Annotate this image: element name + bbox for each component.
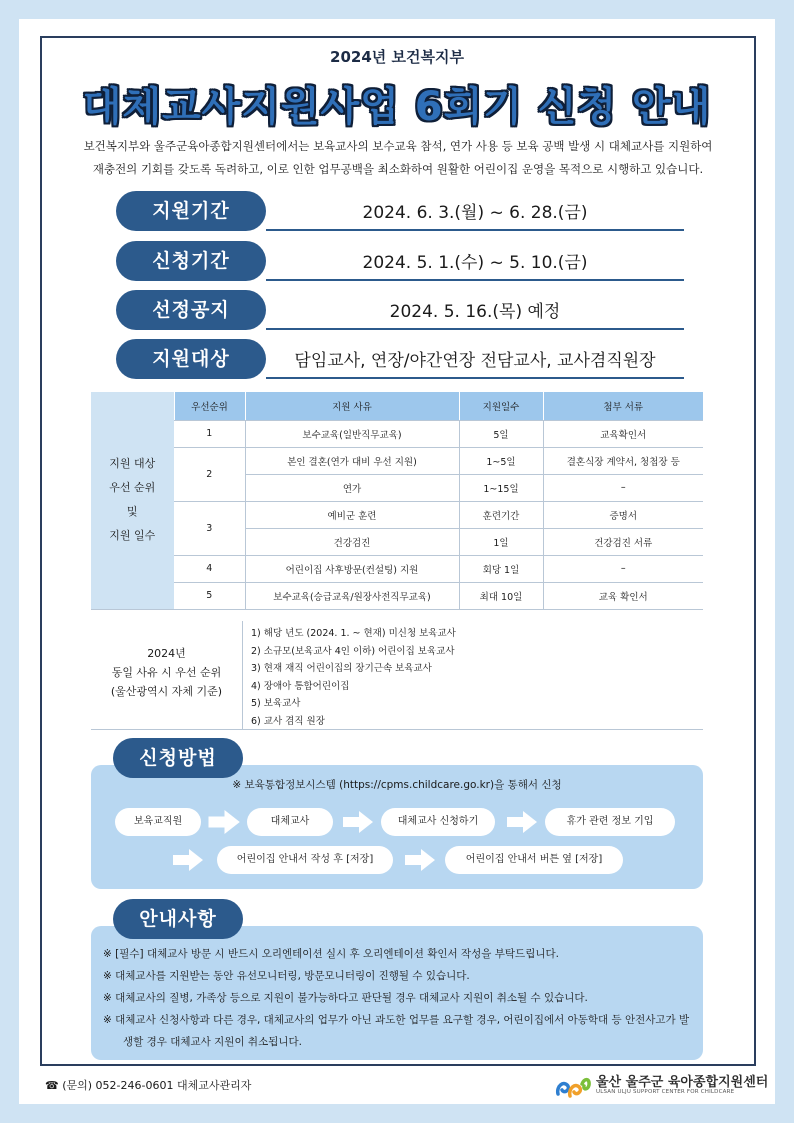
cell-rank: 5 xyxy=(174,582,245,609)
step-write-guide: 어린이집 안내서 작성 후 [저장] xyxy=(217,846,393,874)
table-row xyxy=(91,420,703,447)
cell-docs: – xyxy=(543,474,703,501)
cell-days: 1일 xyxy=(459,528,543,555)
notice-list xyxy=(103,943,695,1053)
cell-days: 1~5일 xyxy=(459,447,543,474)
list-item: 5) 보육교사 xyxy=(251,698,301,709)
cell-reason: 보수교육(승급교육/원장사전직무교육) xyxy=(245,582,459,609)
notice-item: ※ [필수] 대체교사 방문 시 반드시 오리엔테이션 실시 후 오리엔테이션 확인서 작성을 부탁드립니다. xyxy=(103,948,559,960)
table-row xyxy=(91,555,703,582)
cell-rank: 2 xyxy=(174,447,245,501)
list-item: 2) 소규모(보육교사 4인 이하) 어린이집 보육교사 xyxy=(251,645,455,657)
side-label-line: 우선 순위 xyxy=(109,481,156,495)
cell-days: 1~15일 xyxy=(459,474,543,501)
same-reason-label-line: (울산광역시 자체 기준) xyxy=(110,685,223,698)
poster-title: 대체교사지원사업 6회기 신청 안내 xyxy=(82,84,712,130)
cell-docs: 결혼식장 계약서, 청첩장 등 xyxy=(543,447,703,474)
list-item: 6) 교사 겸직 원장 xyxy=(251,715,325,727)
info-value: 담임교사, 연장/야간연장 전담교사, 교사겸직원장 xyxy=(266,339,684,379)
column-header: 첨부 서류 xyxy=(543,392,703,420)
step-apply: 대체교사 신청하기 xyxy=(381,808,495,836)
cell-docs: 교육확인서 xyxy=(543,420,703,447)
arrow-right-icon xyxy=(207,809,241,835)
center-name: 울산 울주군 육아종합지원센터 xyxy=(596,1075,769,1090)
center-logo xyxy=(554,1070,769,1104)
center-logo-icon xyxy=(554,1072,592,1102)
cell-reason: 건강검진 xyxy=(245,528,459,555)
table-row xyxy=(91,447,703,474)
info-label: 지원대상 xyxy=(116,339,266,379)
table-row xyxy=(91,582,703,609)
step-save: 어린이집 안내서 버튼 옆 [저장] xyxy=(445,846,623,874)
column-header: 우선순위 xyxy=(174,392,245,420)
info-row-selection-notice xyxy=(116,290,684,332)
cell-rank: 1 xyxy=(174,420,245,447)
arrow-right-icon xyxy=(505,809,539,835)
phone-icon: ☎ xyxy=(45,1079,59,1092)
intro-line-1: 보건복지부와 울주군육아종합지원센터에서는 보육교사의 보수교육 참석, 연가 사용 등 보육 공백 발생 시 대체교사를 지원하여 xyxy=(83,139,713,153)
side-label-line: 및 xyxy=(126,505,138,519)
priority-table xyxy=(91,392,703,610)
info-row-support-period xyxy=(116,191,684,233)
method-title: 신청방법 xyxy=(113,738,243,778)
cell-days: 회당 1일 xyxy=(459,555,543,582)
info-row-apply-period xyxy=(116,241,684,283)
info-value: 2024. 6. 3.(월) ~ 6. 28.(금) xyxy=(266,191,684,231)
intro-line-2: 재충전의 기회를 갖도록 독려하고, 이로 인한 업무공백을 최소화하여 원활한 어린이집 운영을 목적으로 시행하고 있습니다. xyxy=(92,162,704,176)
method-note: ※ 보육통합정보시스템 (https://cpms.childcare.go.kr)을 통해서 신청 xyxy=(232,779,562,791)
notice-box xyxy=(91,926,703,1060)
step-staff: 보육교직원 xyxy=(115,808,201,836)
cell-days: 최대 10일 xyxy=(459,582,543,609)
contact-info xyxy=(45,1077,251,1093)
list-item: 3) 현재 재직 어린이집의 장기근속 보육교사 xyxy=(251,663,432,674)
same-reason-list xyxy=(251,625,456,730)
notice-title: 안내사항 xyxy=(113,899,243,939)
cell-docs: 증명서 xyxy=(543,501,703,528)
table-side-label xyxy=(91,392,174,609)
cell-docs: 건강검진 서류 xyxy=(543,528,703,555)
cell-reason: 보수교육(일반직무교육) xyxy=(245,420,459,447)
info-value: 2024. 5. 16.(목) 예정 xyxy=(266,290,684,330)
intro-paragraph xyxy=(53,135,743,181)
same-reason-priority-block xyxy=(91,621,703,730)
info-label: 신청기간 xyxy=(116,241,266,281)
notice-item: ※ 대체교사 신청사항과 다른 경우, 대체교사의 업무가 아닌 과도한 업무를 요구할 경우, 어린이집에서 아동학대 등 안전사고가 발생할 경우 대체교사 지원이 취소됩니다. xyxy=(103,1014,690,1048)
notice-item: ※ 대체교사의 질병, 가족상 등으로 지원이 불가능하다고 판단될 경우 대체교사 지원이 취소될 수 있습니다. xyxy=(103,992,588,1004)
cell-days: 5일 xyxy=(459,420,543,447)
step-leave-info: 휴가 관련 정보 기입 xyxy=(545,808,675,836)
list-item: 4) 장애아 통합어린이집 xyxy=(251,680,350,692)
side-label-line: 지원 대상 xyxy=(109,457,156,471)
column-header: 지원일수 xyxy=(459,392,543,420)
info-label: 선정공지 xyxy=(116,290,266,330)
cell-docs: 교육 확인서 xyxy=(543,582,703,609)
table-row xyxy=(91,501,703,528)
list-item: 1) 해당 년도 (2024. 1. ~ 현재) 미신청 보육교사 xyxy=(251,628,456,639)
arrow-right-icon xyxy=(403,847,437,873)
cell-rank: 4 xyxy=(174,555,245,582)
poster-page xyxy=(19,19,775,1104)
arrow-right-icon xyxy=(171,847,205,873)
notice-item: ※ 대체교사를 지원받는 동안 유선모니터링, 방문모니터링이 진행될 수 있습니다. xyxy=(103,970,470,982)
step-substitute: 대체교사 xyxy=(247,808,333,836)
info-label: 지원기간 xyxy=(116,191,266,231)
cell-reason: 예비군 훈련 xyxy=(245,501,459,528)
contact-text: (문의) 052-246-0601 대체교사관리자 xyxy=(62,1079,252,1092)
table-header-row xyxy=(91,392,703,420)
cell-reason: 본인 결혼(연가 대비 우선 지원) xyxy=(245,447,459,474)
cell-rank: 3 xyxy=(174,501,245,555)
center-name-en: ULSAN ULJU SUPPORT CENTER FOR CHILDCARE xyxy=(596,1089,735,1095)
info-value: 2024. 5. 1.(수) ~ 5. 10.(금) xyxy=(266,241,684,281)
info-row-target xyxy=(116,339,684,381)
same-reason-label xyxy=(91,621,243,729)
cell-reason: 어린이집 사후방문(컨설팅) 지원 xyxy=(245,555,459,582)
cell-days: 훈련기간 xyxy=(459,501,543,528)
method-box xyxy=(91,765,703,889)
column-header: 지원 사유 xyxy=(245,392,459,420)
poster-subtitle: 2024년 보건복지부 xyxy=(330,48,464,66)
cell-docs: – xyxy=(543,555,703,582)
same-reason-label-line: 동일 사유 시 우선 순위 xyxy=(111,666,222,679)
cell-reason: 연가 xyxy=(245,474,459,501)
arrow-right-icon xyxy=(341,809,375,835)
side-label-line: 지원 일수 xyxy=(109,529,156,543)
same-reason-label-line: 2024년 xyxy=(147,647,186,660)
